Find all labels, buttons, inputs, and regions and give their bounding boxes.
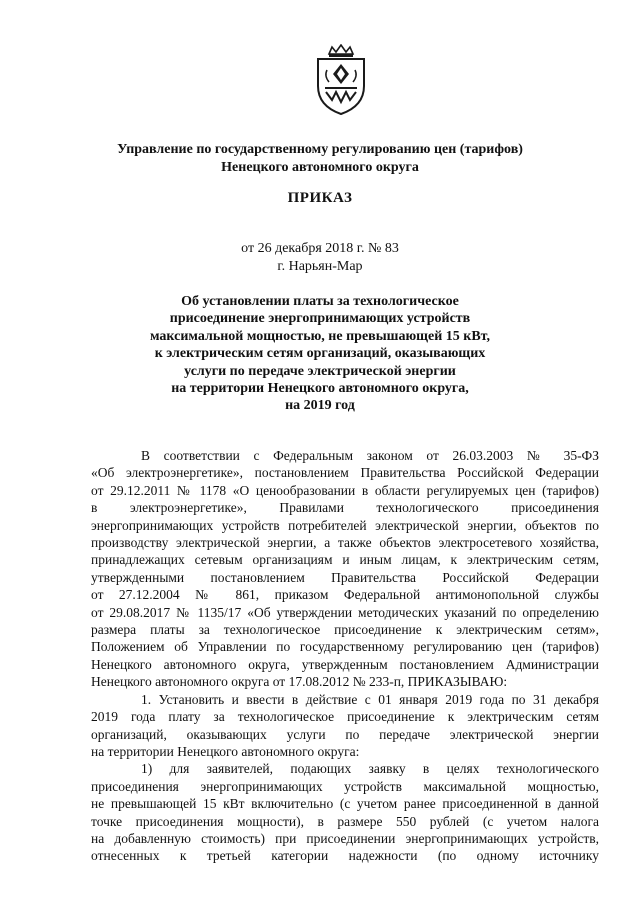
body-line: в электроэнергетике», Правилами технологического присоединения <box>91 500 599 516</box>
body-line: Ненецкого автономного округа, утвержденным постановлением Администрации <box>91 656 599 672</box>
city-name: г. Нарьян-Мар <box>277 259 363 274</box>
document-type: ПРИКАЗ <box>287 190 353 206</box>
body-line: от 27.12.2004 № 861, приказом Федеральной антимонопольной службы <box>91 587 599 603</box>
title-line: максимальной мощностью, не превышающей 15 кВт, <box>149 328 490 344</box>
order-title <box>0 293 640 415</box>
body-line: на добавленную стоимость) при присоединении энергопринимающих устройств, <box>91 830 599 846</box>
organization-line-2: Ненецкого автономного округа <box>221 160 419 175</box>
organization-name <box>0 141 640 177</box>
title-line: на территории Ненецкого автономного округа, <box>171 381 469 397</box>
title-line: Об установлении платы за технологическое <box>181 294 459 309</box>
body-line: на территории Ненецкого автономного округа: <box>91 743 360 759</box>
order-body <box>91 447 599 865</box>
body-line: «Об электроэнергетике», постановлением Правительства Российской Федерации <box>91 465 599 481</box>
body-line: не превышающей 15 кВт включительно (с учетом ранее присоединенной в данной <box>91 796 599 812</box>
body-line: присоединения энергопринимающих устройств максимальной мощностью, <box>91 778 599 794</box>
title-line: к электрическим сетям организаций, оказывающих <box>154 346 486 362</box>
date-block <box>0 240 640 276</box>
title-line: на 2019 год <box>285 398 355 414</box>
body-line: В соответствии с Федеральным законом от 26.03.2003 № 35-ФЗ <box>141 448 599 463</box>
body-line: Положением об Управлении по государственному регулированию цен (тарифов) <box>91 639 599 655</box>
body-line: Ненецкого автономного округа от 17.08.2012 № 233-п, ПРИКАЗЫВАЮ: <box>91 674 508 690</box>
body-line: от 29.12.2011 № 1178 «О ценообразовании в области регулируемых цен (тарифов) <box>91 482 599 498</box>
body-line: отнесенных к третьей категории надежности (по одному источнику <box>91 848 599 864</box>
title-line: услуги по передаче электрической энергии <box>184 363 456 379</box>
body-line: точке присоединения мощности), в размере 550 рублей (с учетом налога <box>91 813 599 829</box>
order-date-number: от 26 декабря 2018 г. № 83 <box>241 241 399 256</box>
body-line: принадлежащих сетевым организациям и иным лицам, к электрическим сетям, <box>91 552 599 568</box>
body-line: утвержденными постановлением Правительства Российской Федерации <box>91 569 599 585</box>
title-line: присоединение энергопринимающих устройств <box>169 311 471 327</box>
body-line: размера платы за технологическое присоединение к электрическим сетям», <box>91 622 599 638</box>
coat-of-arms-icon <box>312 44 370 116</box>
body-line: производству электрической энергии, а также объектов электросетевого хозяйства, <box>91 535 599 551</box>
body-line: от 29.08.2017 № 1135/17 «Об утверждении методических указаний по определению <box>91 604 599 620</box>
organization-line-1: Управление по государственному регулированию цен (тарифов) <box>117 142 523 157</box>
body-line: организаций, оказывающих услуги по передаче электрической энергии <box>91 726 599 742</box>
body-line: 1) для заявителей, подающих заявку в целях технологического <box>141 761 599 777</box>
body-line: 1. Установить и ввести в действие с 01 января 2019 года по 31 декабря <box>141 691 599 707</box>
body-line: 2019 года плату за технологическое присоединение к электрическим сетям <box>91 709 599 725</box>
body-line: энергопринимающих устройств потребителей электрической энергии, объектов по <box>91 517 599 533</box>
